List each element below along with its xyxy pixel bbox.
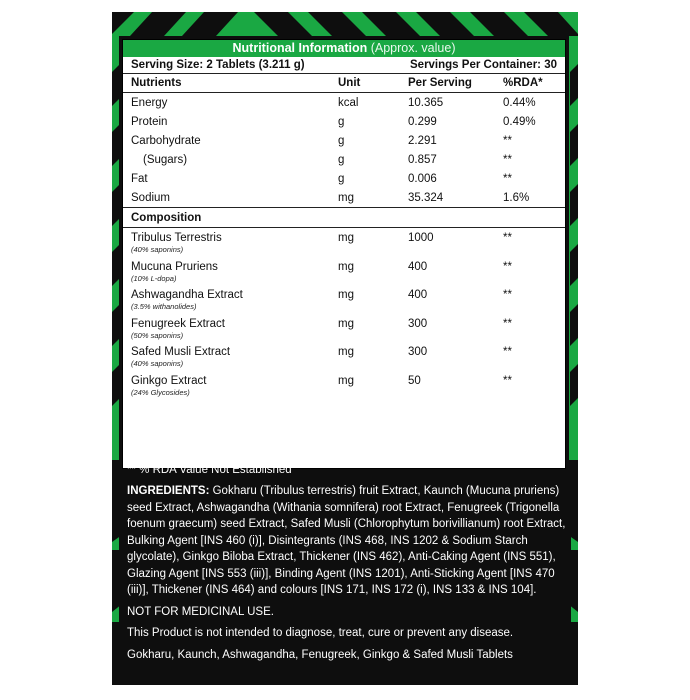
nutrient-unit: mg — [338, 191, 354, 204]
ingredient-note: (3.5% withanolides) — [131, 302, 197, 311]
nutrient-rda: 0.49% — [503, 115, 536, 128]
header-unit: Unit — [338, 77, 361, 89]
ingredient-note: (24% Glycosides) — [131, 387, 190, 397]
nutrient-value: 10.365 — [408, 96, 444, 109]
composition-item — [123, 261, 338, 283]
nutrient-name: Energy — [131, 96, 168, 109]
rda-not-established-note: ** % RDA Value Not Established — [127, 463, 292, 476]
servings-per-container: Servings Per Container: 30 — [410, 59, 557, 71]
composition-label: Composition — [131, 211, 202, 224]
ingredient-unit: mg — [338, 289, 354, 301]
nutrition-table — [122, 39, 566, 469]
ingredient-value: 300 — [408, 317, 428, 330]
nutrient-name: Carbohydrate — [131, 134, 201, 147]
ingredient-name: Mucuna Pruriens — [131, 260, 218, 273]
ingredient-unit: mg — [338, 260, 354, 273]
nutrient-unit: kcal — [338, 96, 359, 109]
table-row — [123, 93, 565, 112]
composition-item — [123, 375, 338, 397]
not-medicinal-note: NOT FOR MEDICINAL USE. — [127, 605, 274, 618]
ingredient-rda: ** — [503, 289, 512, 301]
ingredient-name: Fenugreek Extract — [131, 317, 225, 330]
table-row — [123, 257, 565, 286]
nutrient-unit: g — [338, 115, 345, 128]
nutrient-rda: 0.44% — [503, 96, 536, 109]
table-row — [123, 150, 565, 169]
nutrient-rda: ** — [503, 172, 512, 185]
ingredient-name: Ashwagandha Extract — [131, 289, 243, 301]
ingredients-text: Gokharu (Tribulus terrestris) fruit Extract, Kaunch (Mucuna pruriens) seed Extract, Ashwagandha (Withania somnifera) root Extract, Fenugreek (Trigonella foenum graecum) seed Extract, Safed Musli (Chlorophytum borivillianum) root Extract, Bulking Agent [INS 460 (i)], Disintegrants (INS 468, INS 1202 & Sodium Starch glycolate), Ginkgo Biloba Extract, Thickener (INS 462), Anti-Caking Agent (INS 551), Glazing Agent [INS 553 (iii)], Binding Agent (INS 1201), Anti-Sticking Agent [INS 470 (iii)], Thickener (INS 464) and colours [INS 171, INS 172 (i), INS 133 & INS 104]. — [127, 485, 566, 596]
table-row — [123, 169, 565, 188]
ingredient-rda: ** — [503, 260, 512, 273]
ingredient-rda: ** — [503, 374, 512, 387]
header-rda: %RDA* — [503, 77, 543, 89]
ingredient-note: (50% saponins) — [131, 330, 184, 340]
disclaimer: This Product is not intended to diagnose, treat, cure or prevent any disease. — [127, 627, 514, 639]
table-row — [123, 131, 565, 150]
nutrient-unit: g — [338, 134, 345, 147]
ingredient-note: (40% saponins) — [131, 359, 184, 368]
nutrient-value: 0.857 — [408, 153, 437, 166]
ingredient-value: 50 — [408, 374, 421, 387]
nutrition-title-note: (Approx. value) — [370, 41, 456, 55]
ingredient-unit: mg — [338, 317, 354, 330]
nutrient-value: 2.291 — [408, 134, 437, 147]
serving-size: Serving Size: 2 Tablets (3.211 g) — [131, 59, 305, 71]
header-per-serving: Per Serving — [408, 77, 472, 89]
composition-item — [123, 346, 338, 368]
table-row — [123, 188, 565, 207]
ingredient-note: (40% saponins) — [131, 245, 184, 254]
product-name: Gokharu, Kaunch, Ashwagandha, Fenugreek, Ginkgo & Safed Musli Tablets — [127, 648, 513, 661]
ingredient-rda: ** — [503, 346, 512, 358]
table-row — [123, 285, 565, 314]
composition-item — [123, 318, 338, 340]
ingredient-unit: mg — [338, 232, 354, 244]
nutrient-value: 0.006 — [408, 172, 437, 185]
ingredient-rda: ** — [503, 232, 512, 244]
ingredient-unit: mg — [338, 374, 354, 387]
table-header-row — [123, 74, 565, 93]
ingredient-value: 400 — [408, 260, 428, 273]
ingredient-name: Ginkgo Extract — [131, 374, 207, 387]
nutrient-value: 0.299 — [408, 115, 437, 128]
serving-row — [123, 57, 565, 74]
table-row — [123, 314, 565, 343]
nutrition-card — [119, 36, 569, 472]
nutrient-rda: ** — [503, 153, 512, 166]
composition-header — [123, 207, 565, 228]
composition-item — [123, 232, 338, 254]
header-nutrients: Nutrients — [131, 77, 182, 89]
table-row — [123, 371, 565, 400]
nutrient-unit: g — [338, 172, 345, 185]
nutrient-name: Protein — [131, 115, 168, 128]
table-row — [123, 342, 565, 371]
composition-item — [123, 289, 338, 311]
ingredient-value: 400 — [408, 289, 428, 301]
ingredient-value: 300 — [408, 346, 428, 358]
nutrient-value: 35.324 — [408, 191, 444, 204]
table-row — [123, 228, 565, 257]
nutrient-rda: ** — [503, 134, 512, 147]
nutrient-unit: g — [338, 153, 345, 166]
ingredients-label: INGREDIENTS: — [127, 485, 210, 497]
rda-basis-note: *% RDA is calculated on the basis of ICMR for Men-Sedentary Work — [127, 442, 474, 454]
nutrition-title-text: Nutritional Information — [232, 41, 368, 55]
nutrient-rda: 1.6% — [503, 191, 530, 204]
label-panel — [112, 12, 578, 685]
nutrition-title — [123, 40, 565, 57]
nutrient-name: (Sugars) — [143, 153, 188, 166]
ingredient-name: Safed Musli Extract — [131, 346, 231, 358]
ingredients-paragraph — [127, 483, 567, 599]
nutrient-name: Fat — [131, 172, 148, 185]
ingredient-name: Tribulus Terrestris — [131, 232, 222, 244]
ingredient-value: 1000 — [408, 232, 434, 244]
ingredient-note: (10% L-dopa) — [131, 273, 177, 283]
nutrient-name: Sodium — [131, 191, 170, 204]
table-row — [123, 112, 565, 131]
label-notes — [127, 440, 567, 663]
ingredient-rda: ** — [503, 317, 512, 330]
ingredient-unit: mg — [338, 346, 354, 358]
